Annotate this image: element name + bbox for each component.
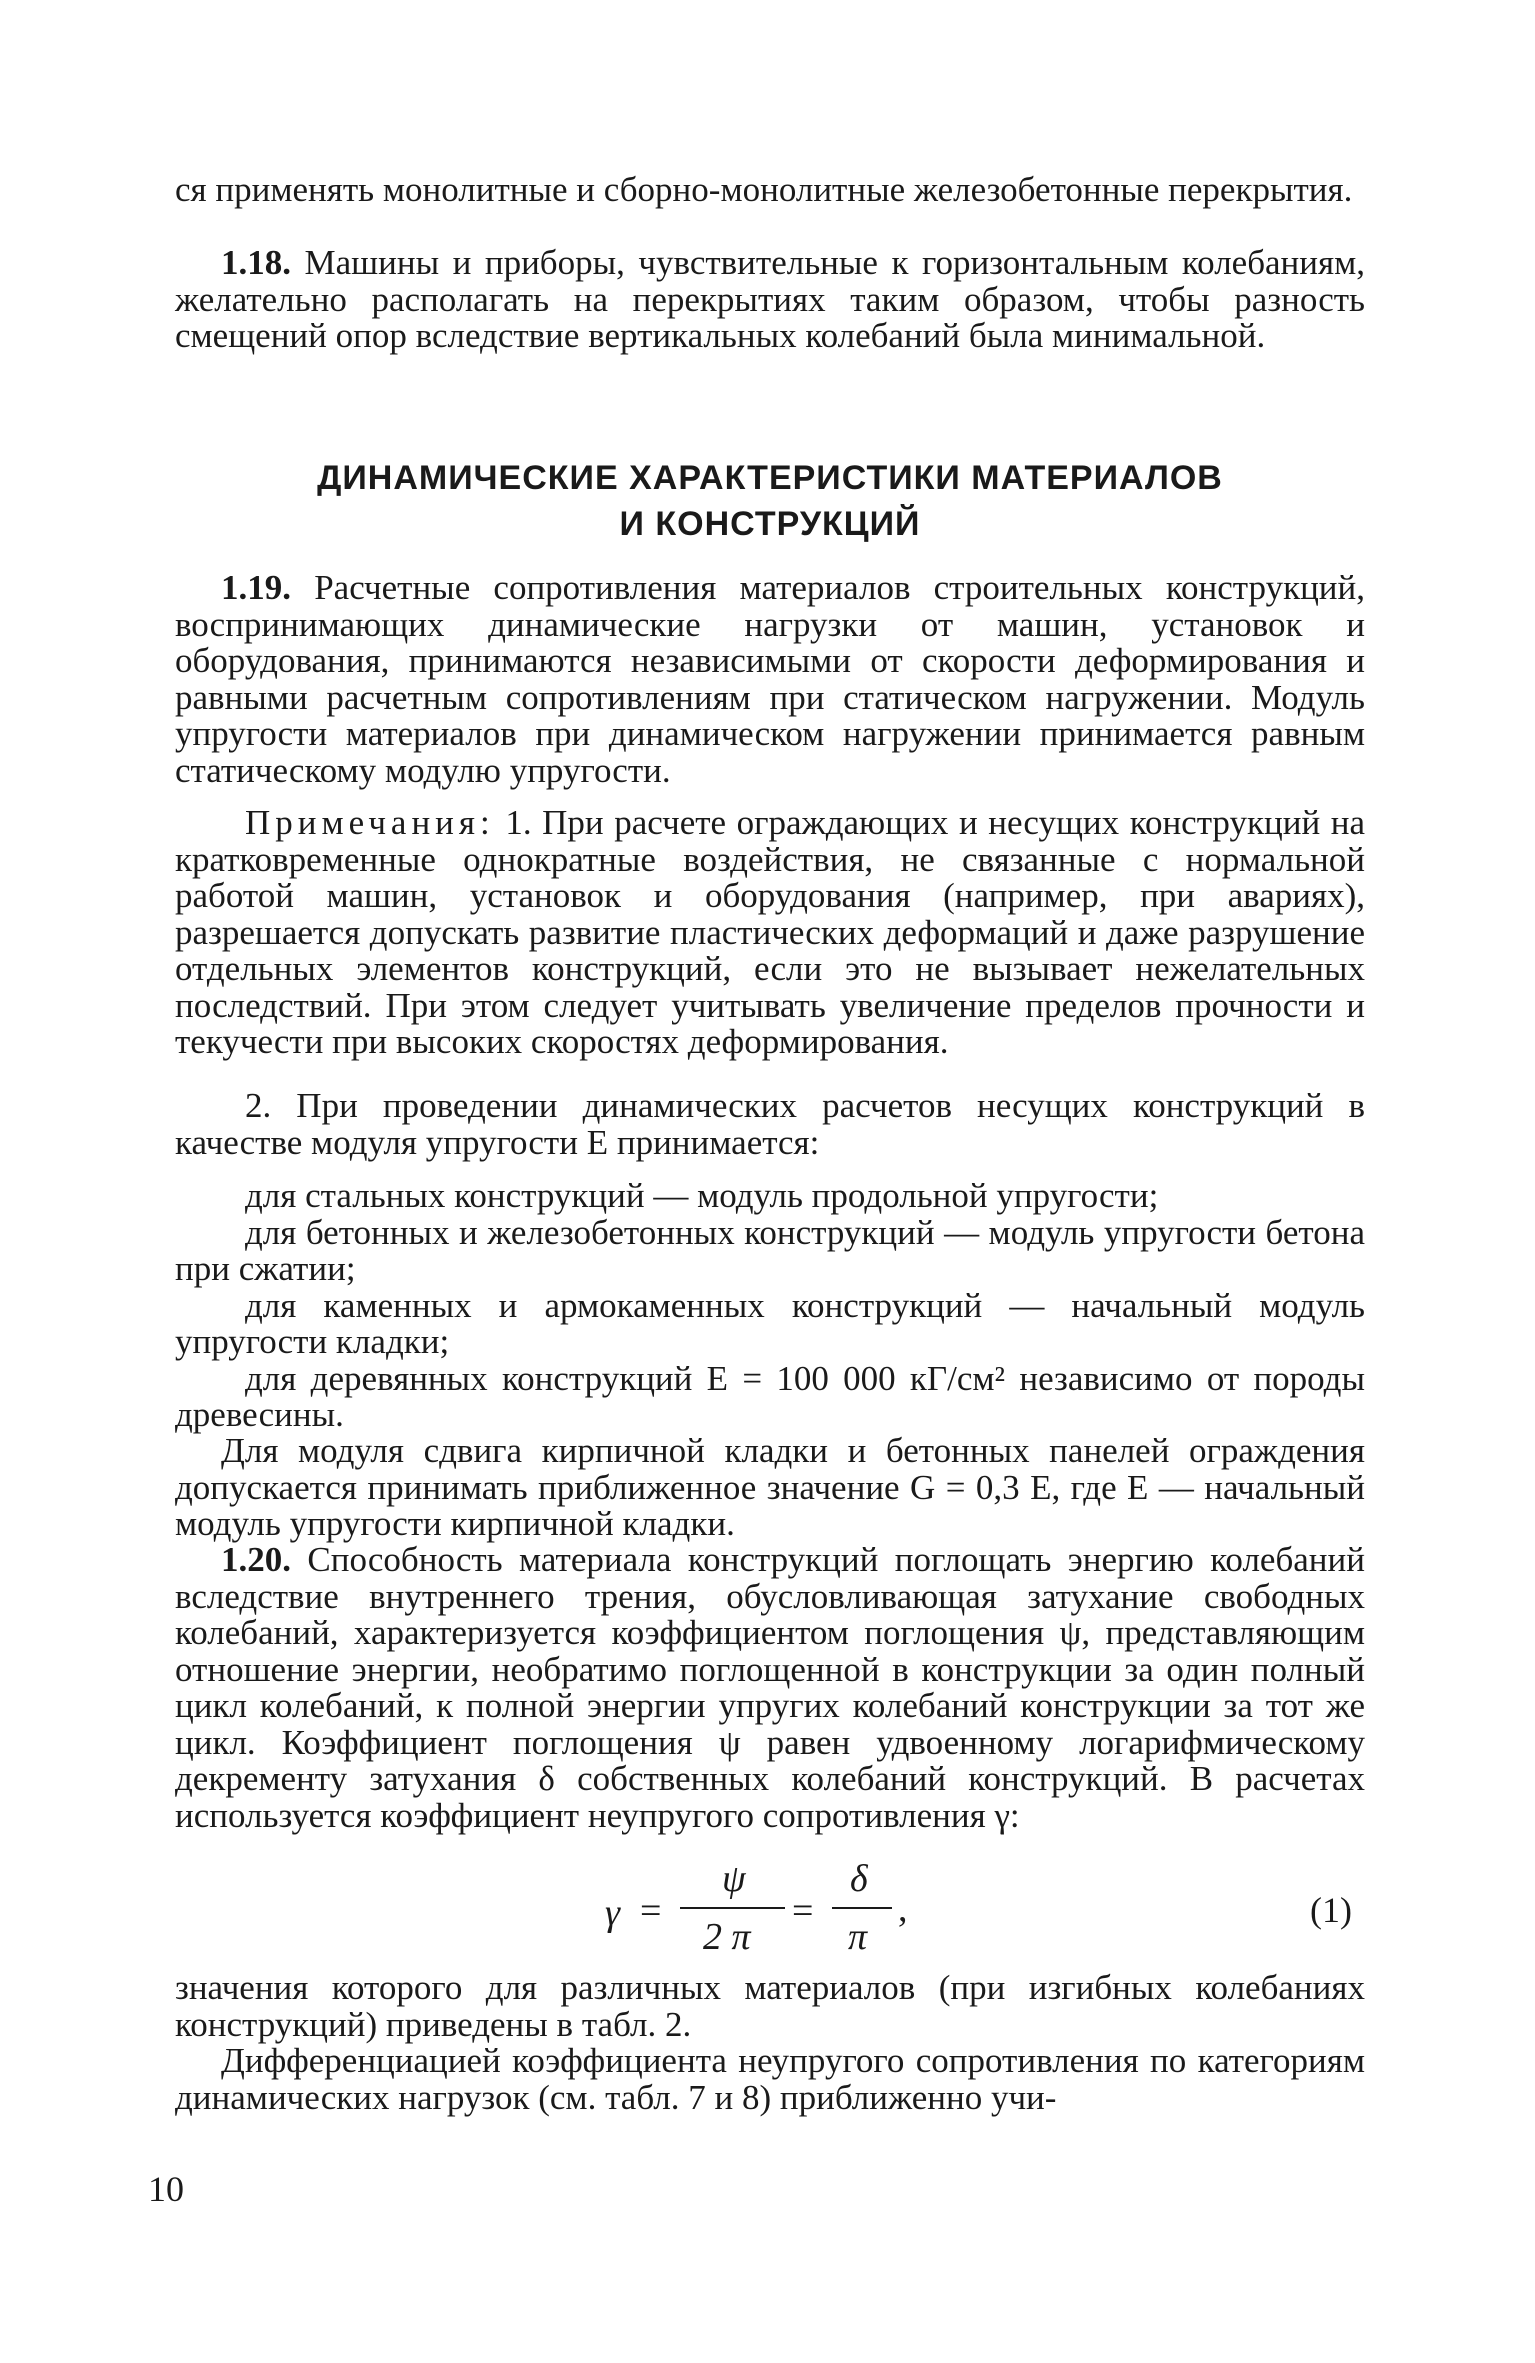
paragraph-continuation (175, 172, 1365, 209)
fraction-bar (832, 1907, 892, 1909)
paragraph-number: 1.19. (221, 568, 291, 607)
formula-comma: , (898, 1888, 908, 1930)
page-number: 10 (148, 2169, 184, 2209)
list-item: для деревянных конструкций E = 100 000 кГ/см² независимо от породы древесины. (175, 1358, 1365, 1434)
formula-2pi: 2 π (703, 1916, 751, 1958)
notes-label: Примечания: (245, 803, 495, 842)
formula-1 (0, 1857, 1535, 1967)
list-item: для бетонных и железобетонных конструкций — модуль упругости бетона при сжатии; (175, 1212, 1365, 1288)
paragraph-1-19 (175, 570, 1365, 789)
paragraph-last (175, 2043, 1365, 2116)
formula-psi: ψ (722, 1858, 746, 1900)
formula-gamma: γ (605, 1892, 620, 1934)
heading-line-1: ДИНАМИЧЕСКИЕ ХАРАКТЕРИСТИКИ МАТЕРИАЛОВ (317, 459, 1223, 497)
paragraph-1-18 (175, 245, 1365, 355)
note-1 (175, 805, 1365, 1061)
paragraph-text: Расчетные сопротивления материалов строительных конструкций, воспринимающих динамические нагрузки от машин, установок и оборудования, принимаются независимыми от скорости деформирования и равными расчетным сопротивлениям при статическом нагружении. Модуль упругости материалов при динамическом нагружении принимается равным статическому модулю упругости. (175, 568, 1366, 790)
fraction-bar (680, 1907, 785, 1909)
paragraph-text: Дифференциацией коэффициента неупругого сопротивления по категориям динамических нагрузок (см. табл. 7 и 8) приближенно учи- (175, 2041, 1365, 2117)
note-text: 2. При проведении динамических расчетов несущих конструкций в качестве модуля упругости E принимается: (175, 1086, 1365, 1162)
paragraph-number: 1.20. (221, 1540, 291, 1579)
formula-equals: = (792, 1890, 814, 1932)
formula-delta: δ (850, 1858, 868, 1900)
heading-line-2: И КОНСТРУКЦИЙ (619, 505, 921, 543)
paragraph-shear-modulus (175, 1433, 1365, 1543)
paragraph-text: Для модуля сдвига кирпичной кладки и бетонных панелей ограждения допускается принимать приближенное значение G = 0,3 E, где E — начальный модуль упругости кирпичной кладки. (175, 1431, 1365, 1543)
paragraph-text: ся применять монолитные и сборно-монолитные железобетонные перекрытия. (175, 170, 1353, 209)
paragraph-after-formula (175, 1970, 1365, 2043)
list-item: для стальных конструкций — модуль продольной упругости; (245, 1176, 1159, 1215)
paragraph-text: Способность материала конструкций поглощать энергию колебаний вследствие внутреннего трения, обусловливающая затухание свободных колебаний, характеризуется коэффициентом поглощения ψ, представляющим отношение энергии, необратимо поглощенной в конструкции за один полный цикл колебаний, к полной энергии упругих колебаний конструкции за тот же цикл. Коэффициент поглощения ψ равен удвоенному логарифмическому декременту затухания δ собственных колебаний конструкций. В расчетах используется коэффициент неупругого сопротивления γ: (175, 1540, 1365, 1835)
paragraph-1-20 (175, 1542, 1365, 1834)
equation-number: (1) (1310, 1890, 1352, 1930)
list-item: для каменных и армокаменных конструкций — начальный модуль упругости кладки; (175, 1285, 1365, 1361)
note-text: 1. При расчете ограждающих и несущих конструкций на кратковременные однократные воздействия, не связанные с нормальной работой машин, установок и оборудования (например, при авариях), разрешается допускать развитие пластических деформаций и даже разрушение отдельных элементов конструкций, если это не вызывает нежелательных последствий. При этом следует учитывать увеличение пределов прочности и текучести при высоких скоростях деформирования. (175, 803, 1366, 1061)
modulus-list (175, 1178, 1365, 1434)
paragraph-text: Машины и приборы, чувствительные к горизонтальным колебаниям, желательно располагать на перекрытиях таким образом, чтобы разность смещений опор вследствие вертикальных колебаний была минимальной. (175, 243, 1366, 355)
formula-pi: π (848, 1916, 868, 1958)
note-2 (175, 1088, 1365, 1161)
paragraph-text: значения которого для различных материалов (при изгибных колебаниях конструкций) приведены в табл. 2. (175, 1968, 1365, 2044)
formula-equals: = (640, 1890, 662, 1932)
section-heading (175, 455, 1365, 547)
paragraph-number: 1.18. (221, 243, 291, 282)
